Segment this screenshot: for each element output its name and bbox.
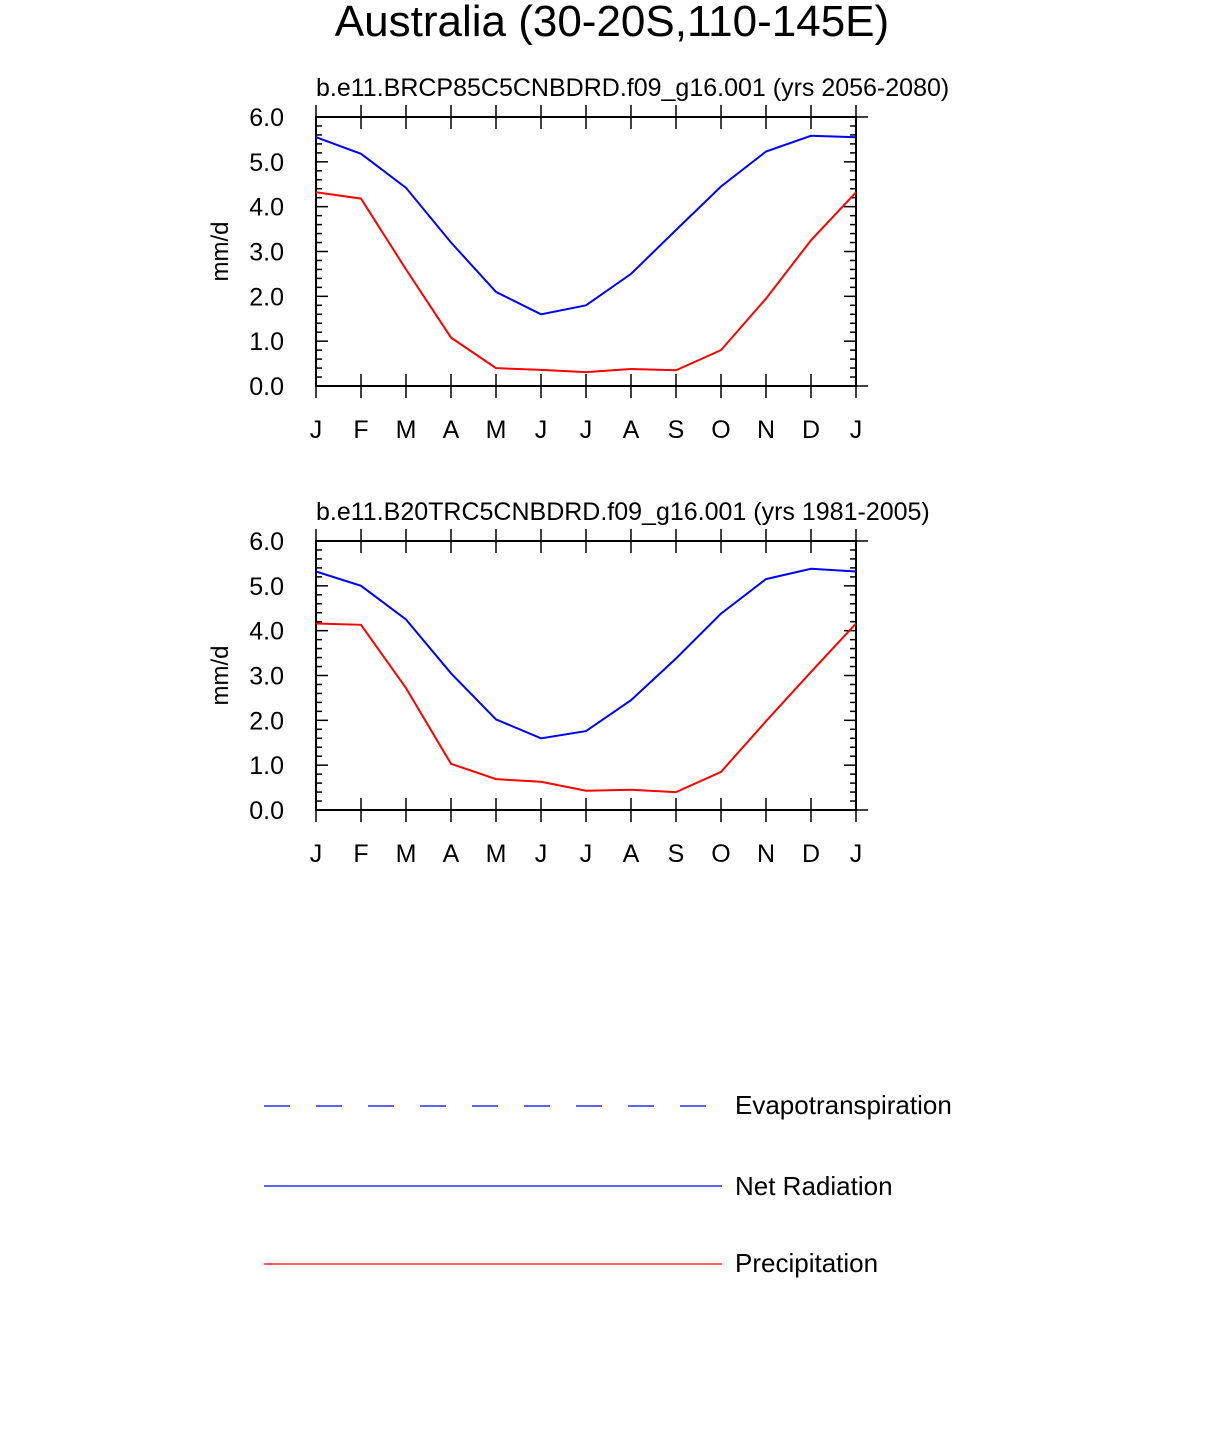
series-line-precipitation [316,624,856,793]
x-tick-label: F [353,416,369,444]
y-tick-label: 4.0 [249,193,284,222]
x-tick-label: S [667,840,685,868]
x-tick-label: O [711,416,731,444]
x-tick-label: J [534,840,548,868]
y-tick-label: 3.0 [249,238,284,267]
x-tick-label: N [756,840,776,868]
plot-frame [316,117,856,386]
x-tick-label: M [485,416,507,444]
legend [264,1106,722,1264]
x-tick-label: M [395,840,417,868]
x-tick-label: D [801,840,821,868]
x-tick-label: M [485,840,507,868]
series-line-precipitation [316,192,856,372]
legend-label-evapotranspiration: Evapotranspiration [735,1090,952,1120]
x-tick-label: J [579,416,593,444]
y-tick-label: 2.0 [249,283,284,312]
y-tick-label: 3.0 [249,662,284,691]
chart-title: b.e11.BRCP85C5CNBDRD.f09_g16.001 (yrs 2056-2080) [316,74,950,102]
x-tick-label: A [622,840,640,868]
x-tick-label: J [849,840,863,868]
y-tick-label: 4.0 [249,617,284,646]
x-tick-label: J [849,416,863,444]
x-tick-label: O [711,840,731,868]
y-tick-label: 5.0 [249,572,284,601]
y-tick-label: 0.0 [249,797,284,825]
y-tick-label: 0.0 [249,373,284,401]
chart-title: b.e11.B20TRC5CNBDRD.f09_g16.001 (yrs 1981-2005) [316,498,930,526]
y-tick-label: 5.0 [249,148,284,177]
x-tick-label: J [309,416,323,444]
x-tick-label: M [395,416,417,444]
y-axis-label: mm/d [207,645,234,706]
chart-panel-2 [207,498,930,868]
legend-label-precipitation: Precipitation [735,1248,879,1278]
y-tick-label: 1.0 [249,752,284,781]
x-tick-label: S [667,416,685,444]
chart-panel-1 [207,74,949,444]
y-tick-label: 1.0 [249,328,284,357]
y-tick-label: 6.0 [249,104,284,132]
x-tick-label: F [353,840,369,868]
x-tick-label: A [442,840,460,868]
legend-label-net-radiation: Net Radiation [735,1171,893,1201]
x-tick-label: A [442,416,460,444]
y-tick-label: 2.0 [249,707,284,736]
x-tick-label: J [579,840,593,868]
y-axis-label: mm/d [207,221,234,282]
x-tick-label: A [622,416,640,444]
x-tick-label: J [534,416,548,444]
x-tick-label: N [756,416,776,444]
y-tick-label: 6.0 [249,528,284,556]
series-line-net-radiation [316,569,856,739]
x-tick-label: D [801,416,821,444]
x-tick-label: J [309,840,323,868]
main-title: Australia (30-20S,110-145E) [334,0,890,46]
